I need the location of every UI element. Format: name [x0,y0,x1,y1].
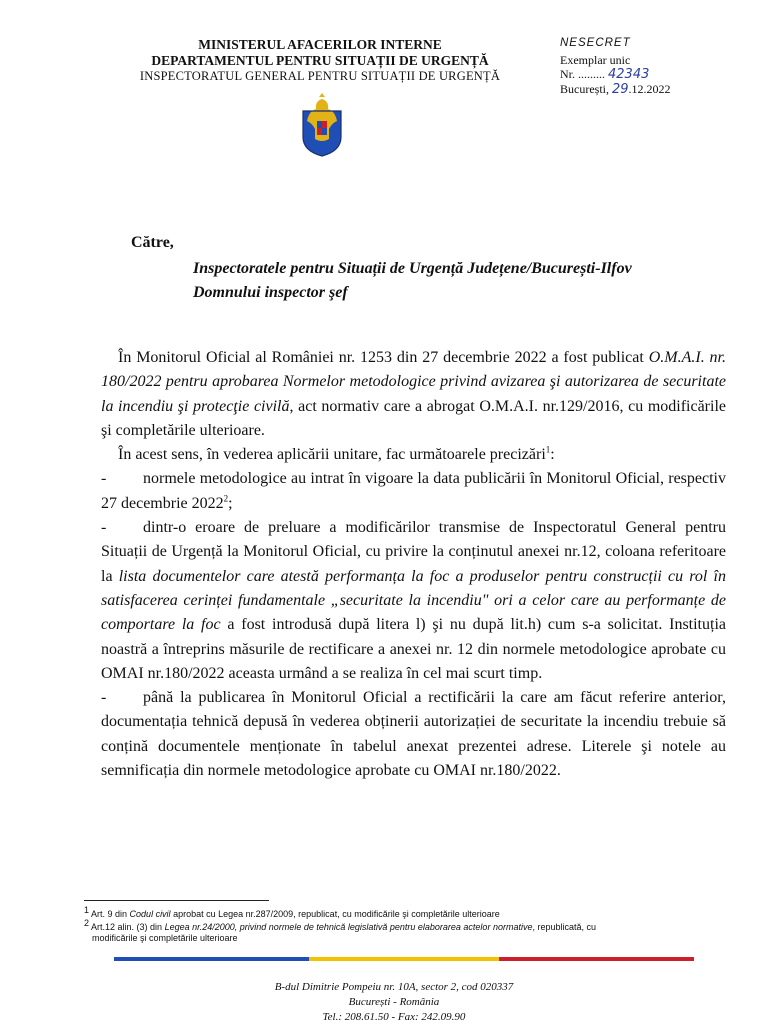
classification-label: NESECRET [560,37,631,49]
bullet-2-italic: lista documentelor care atestă performanța la foc a produselor pentru construcții cu rol în satisfacerea cerinței fundamentale „securitate la incendiu" ori a celor care au performanțe de comportare la foc [101,567,726,634]
p2-end: : [550,446,555,464]
bullet-item [101,467,726,516]
bullet-1-end: ; [228,494,233,512]
city-label: București, [560,82,609,96]
bullet-item [101,686,726,783]
copy-label: Exemplar unic [560,53,631,67]
header-department: DEPARTAMENTUL PENTRU SITUAȚII DE URGENȚĂ [151,53,489,68]
romanian-coat-of-arms-icon [299,93,345,157]
bullet-1-text: normele metodologice au intrat în vigoare la data publicării în Monitorul Oficial, respectiv 27 decembrie 2022 [101,470,726,512]
footnote-2-italic: Legea nr.24/2000, privind normele de tehnică legislativă pentru elaborarea actelor normative [164,922,533,932]
salutation: Către, [131,234,174,251]
date-day: 29 [612,82,629,97]
number-dots: ......... [578,67,605,81]
footnote-ref-1: 1 [545,444,551,455]
bullet-2-text-a: dintr-o eroare de preluare a modificărilor transmise de Inspectoratul General pentru Situații de Urgență la Monitorul Oficial, cu privire la conținutul anexei nr.12, coloana referitoare la [101,519,726,585]
bullet-dash: - [101,519,107,537]
registration-number [560,67,649,82]
number-value: 42343 [608,67,650,82]
footnote-1-text-b: aprobat cu Legea nr.287/2009, republicat, cu modificările şi completările ulterioare [170,909,500,919]
bullet-item [101,516,726,686]
p1-text-a: În Monitorul Oficial al României nr. 1253 din 27 decembrie 2022 a fost publicat [118,349,649,366]
date-rest: .12.2022 [628,82,671,96]
recipient-line-2: Domnului inspector şef [193,284,348,301]
paragraph-intro [101,346,726,443]
footnote-1-text-a: Art. 9 din [89,909,130,919]
footnote-1-italic: Codul civil [129,909,171,919]
number-label: Nr. [560,67,575,81]
bullet-dash: - [101,689,107,707]
bullet-dash: - [101,470,107,488]
recipient-line-1: Inspectoratele pentru Situații de Urgență Județene/București-Ilfov [193,260,632,277]
footer-address: B-dul Dimitrie Pompeiu nr. 10A, sector 2, cod 020337 [274,981,514,993]
header-inspectorate: INSPECTORATUL GENERAL PENTRU SITUAȚII DE URGENȚĂ [139,69,501,83]
paragraph-clarifications [101,443,726,467]
band-blue [114,957,309,961]
letter-body [101,346,726,783]
band-yellow [309,957,499,961]
footer-phone: Tel.: 208.61.50 - Fax: 242.09.90 [322,1011,466,1023]
bullet-3-text: până la publicarea în Monitorul Oficial a rectificării la care am făcut referire anterior, documentația tehnică depusă în vederea obținerii autorizației de securitate la incendiu trebuie să conțină documentele menționate în tabelul anexat prezentei adrese. Literele şi notele au semnificația din normele metodologice aprobate cu OMAI nr.180/2022. [101,689,726,780]
footnote-2 [84,918,734,944]
header-ministry: MINISTERUL AFACERILOR INTERNE [198,37,442,52]
p1-text-b: , act normativ care a abrogat O.M.A.I. nr.129/2016, cu modificările şi completările ulterioare. [101,397,727,439]
footnote-2-text-b: , republicată, cu [532,922,597,932]
band-red [499,957,694,961]
footnote-2-text-a: Art.12 alin. (3) din [89,922,165,932]
footnote-2-mark: 2 [84,918,90,928]
footnote-ref-2: 2 [223,493,229,504]
footnote-separator [84,900,269,901]
date-line [560,82,671,97]
footnote-1-mark: 1 [84,905,90,915]
p1-order-title: O.M.A.I. nr. 180/2022 pentru aprobarea Normelor metodologice privind avizarea şi autorizarea de securitate la incendiu şi protecţie civilă [101,349,727,415]
bullet-2-text-b: a fost introdusă după litera l) şi nu după lit.h) cum s-a solicitat. Instituția noastră a întreprins măsurile de rectificare a anexei nr. 12 din normele metodologice aprobate cu OMAI nr.180/2022 aceasta urmând a se realiza în cel mai scurt timp. [101,616,726,682]
footer-city: București - România [348,996,440,1008]
p2-text: În acest sens, în vederea aplicării unitare, fac următoarele precizări [118,446,546,464]
footnote-1 [84,905,734,920]
footnote-2-continuation: modificările şi completările ulterioare [92,933,238,943]
